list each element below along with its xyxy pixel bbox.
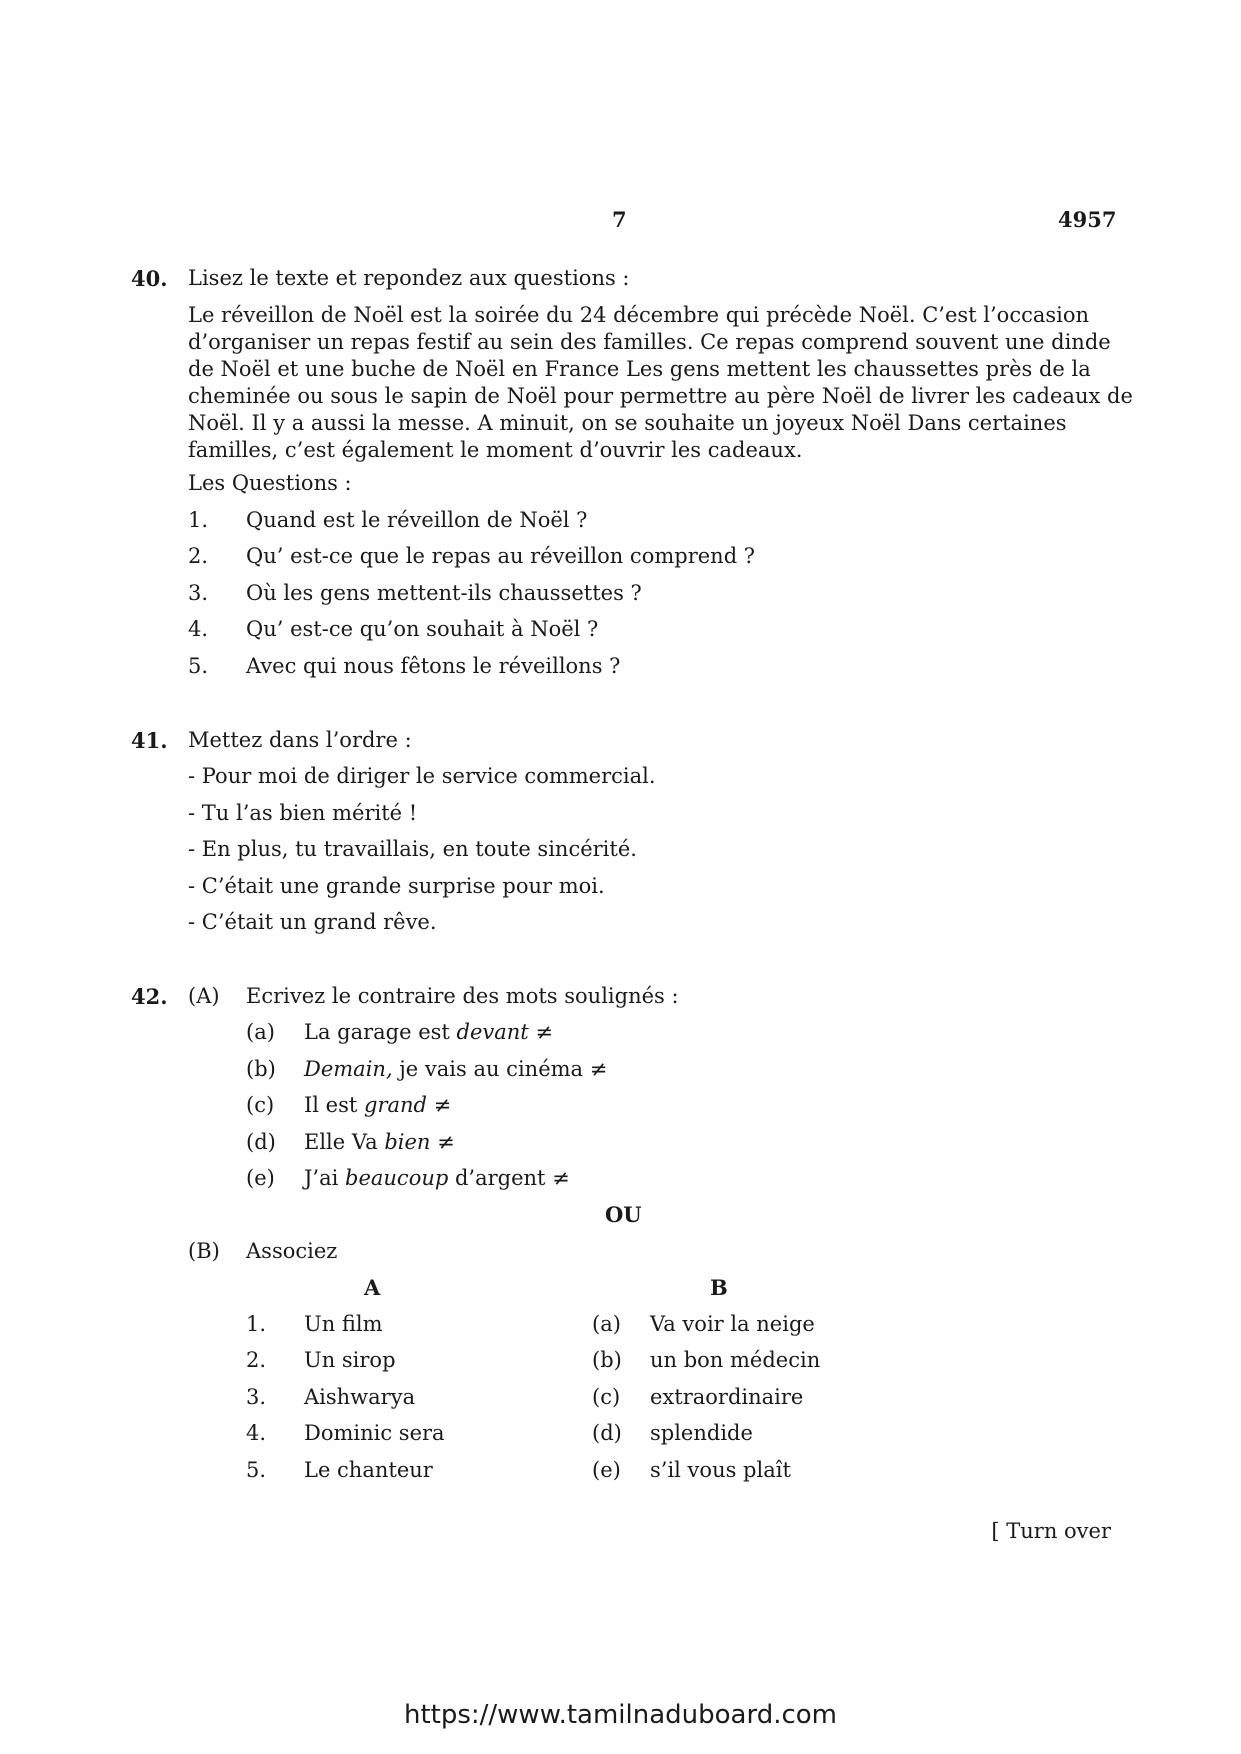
match-a-text: Un film — [304, 1312, 383, 1336]
underlined-word: bien — [384, 1130, 431, 1154]
opposite-item: J’ai beaucoup d’argent ≠ — [304, 1166, 570, 1190]
passage-line: Le réveillon de Noël est la soirée du 24 décembre qui précède Noël. C’est l’occasion — [188, 303, 1090, 327]
match-b-label: (b) — [592, 1348, 622, 1372]
opposite-item-label: (a) — [246, 1020, 275, 1044]
match-b-text: un bon médecin — [650, 1348, 821, 1372]
question-41-item: - C’était un grand rêve. — [188, 910, 437, 934]
column-a-header: A — [364, 1275, 381, 1300]
question-41-number: 41. — [131, 728, 168, 753]
questions-label: Les Questions : — [188, 471, 352, 495]
match-b-text: extraordinaire — [650, 1385, 804, 1409]
match-b-label: (d) — [592, 1421, 622, 1445]
match-b-label: (a) — [592, 1312, 621, 1336]
passage-line: de Noël et une buche de Noël en France Les gens mettent les chaussettes près de la — [188, 357, 1091, 381]
underlined-word: devant — [456, 1020, 529, 1044]
or-separator: OU — [605, 1202, 642, 1227]
match-a-number: 4. — [246, 1421, 267, 1445]
question-40-item-text: Qu’ est-ce que le repas au réveillon comprend ? — [246, 544, 756, 568]
page-number: 7 — [612, 207, 627, 232]
match-a-number: 2. — [246, 1348, 267, 1372]
match-a-number: 3. — [246, 1385, 267, 1409]
match-b-text: splendide — [650, 1421, 753, 1445]
question-40-item-text: Où les gens mettent-ils chaussettes ? — [246, 581, 642, 605]
match-b-text: Va voir la neige — [650, 1312, 815, 1336]
match-a-number: 5. — [246, 1458, 267, 1482]
question-40-item-number: 3. — [188, 581, 209, 605]
paper-code: 4957 — [1058, 207, 1117, 232]
match-a-number: 1. — [246, 1312, 267, 1336]
question-40-number: 40. — [131, 266, 168, 291]
question-41-item: - Pour moi de diriger le service commercial. — [188, 764, 656, 788]
match-b-label: (e) — [592, 1458, 621, 1482]
part-a-label: (A) — [188, 984, 220, 1008]
opposite-item: Il est grand ≠ — [304, 1093, 452, 1117]
match-b-text: s’il vous plaît — [650, 1458, 791, 1482]
underlined-word: grand — [364, 1093, 427, 1117]
opposite-item-label: (e) — [246, 1166, 275, 1190]
question-41-item: - Tu l’as bien mérité ! — [188, 801, 418, 825]
part-a-instruction: Ecrivez le contraire des mots soulignés : — [246, 984, 679, 1008]
question-40-item-text: Qu’ est-ce qu’on souhait à Noël ? — [246, 617, 599, 641]
opposite-item: La garage est devant ≠ — [304, 1020, 554, 1044]
column-b-header: B — [710, 1275, 728, 1300]
question-41-instruction: Mettez dans l’ordre : — [188, 728, 412, 752]
question-42-number: 42. — [131, 984, 168, 1009]
opposite-item-label: (b) — [246, 1057, 276, 1081]
question-40-item-number: 2. — [188, 544, 209, 568]
opposite-item: Elle Va bien ≠ — [304, 1130, 455, 1154]
passage-line: Noël. Il y a aussi la messe. A minuit, on se souhaite un joyeux Noël Dans certaines — [188, 411, 1067, 435]
question-41-item: - C’était une grande surprise pour moi. — [188, 874, 605, 898]
question-40-passage — [188, 302, 1133, 464]
passage-line: d’organiser un repas festif au sein des familles. Ce repas comprend souvent une dinde — [188, 330, 1111, 354]
part-b-label: (B) — [188, 1239, 220, 1263]
part-b-instruction: Associez — [246, 1239, 338, 1263]
question-40-item-text: Avec qui nous fêtons le réveillons ? — [246, 654, 621, 678]
match-a-text: Dominic sera — [304, 1421, 445, 1445]
match-b-label: (c) — [592, 1385, 621, 1409]
opposite-item: Demain, je vais au cinéma ≠ — [304, 1057, 608, 1081]
match-a-text: Le chanteur — [304, 1458, 433, 1482]
question-40-item-text: Quand est le réveillon de Noël ? — [246, 508, 588, 532]
question-40-item-number: 5. — [188, 654, 209, 678]
underlined-word: beaucoup — [345, 1166, 449, 1190]
footer-url[interactable]: https://www.tamilnaduboard.com — [403, 1700, 838, 1730]
match-a-text: Aishwarya — [304, 1385, 416, 1409]
question-40-item-number: 1. — [188, 508, 209, 532]
passage-line: cheminée ou sous le sapin de Noël pour permettre au père Noël de livrer les cadeaux de — [188, 384, 1133, 408]
match-a-text: Un sirop — [304, 1348, 396, 1372]
question-40-item-number: 4. — [188, 617, 209, 641]
question-40-instruction: Lisez le texte et repondez aux questions : — [188, 266, 630, 290]
turn-over-note: [ Turn over — [991, 1519, 1111, 1543]
question-41-item: - En plus, tu travaillais, en toute sincérité. — [188, 837, 637, 861]
opposite-item-label: (d) — [246, 1130, 276, 1154]
underlined-word: Demain, — [304, 1057, 393, 1081]
passage-line: familles, c’est également le moment d’ouvrir les cadeaux. — [188, 438, 803, 462]
opposite-item-label: (c) — [246, 1093, 275, 1117]
